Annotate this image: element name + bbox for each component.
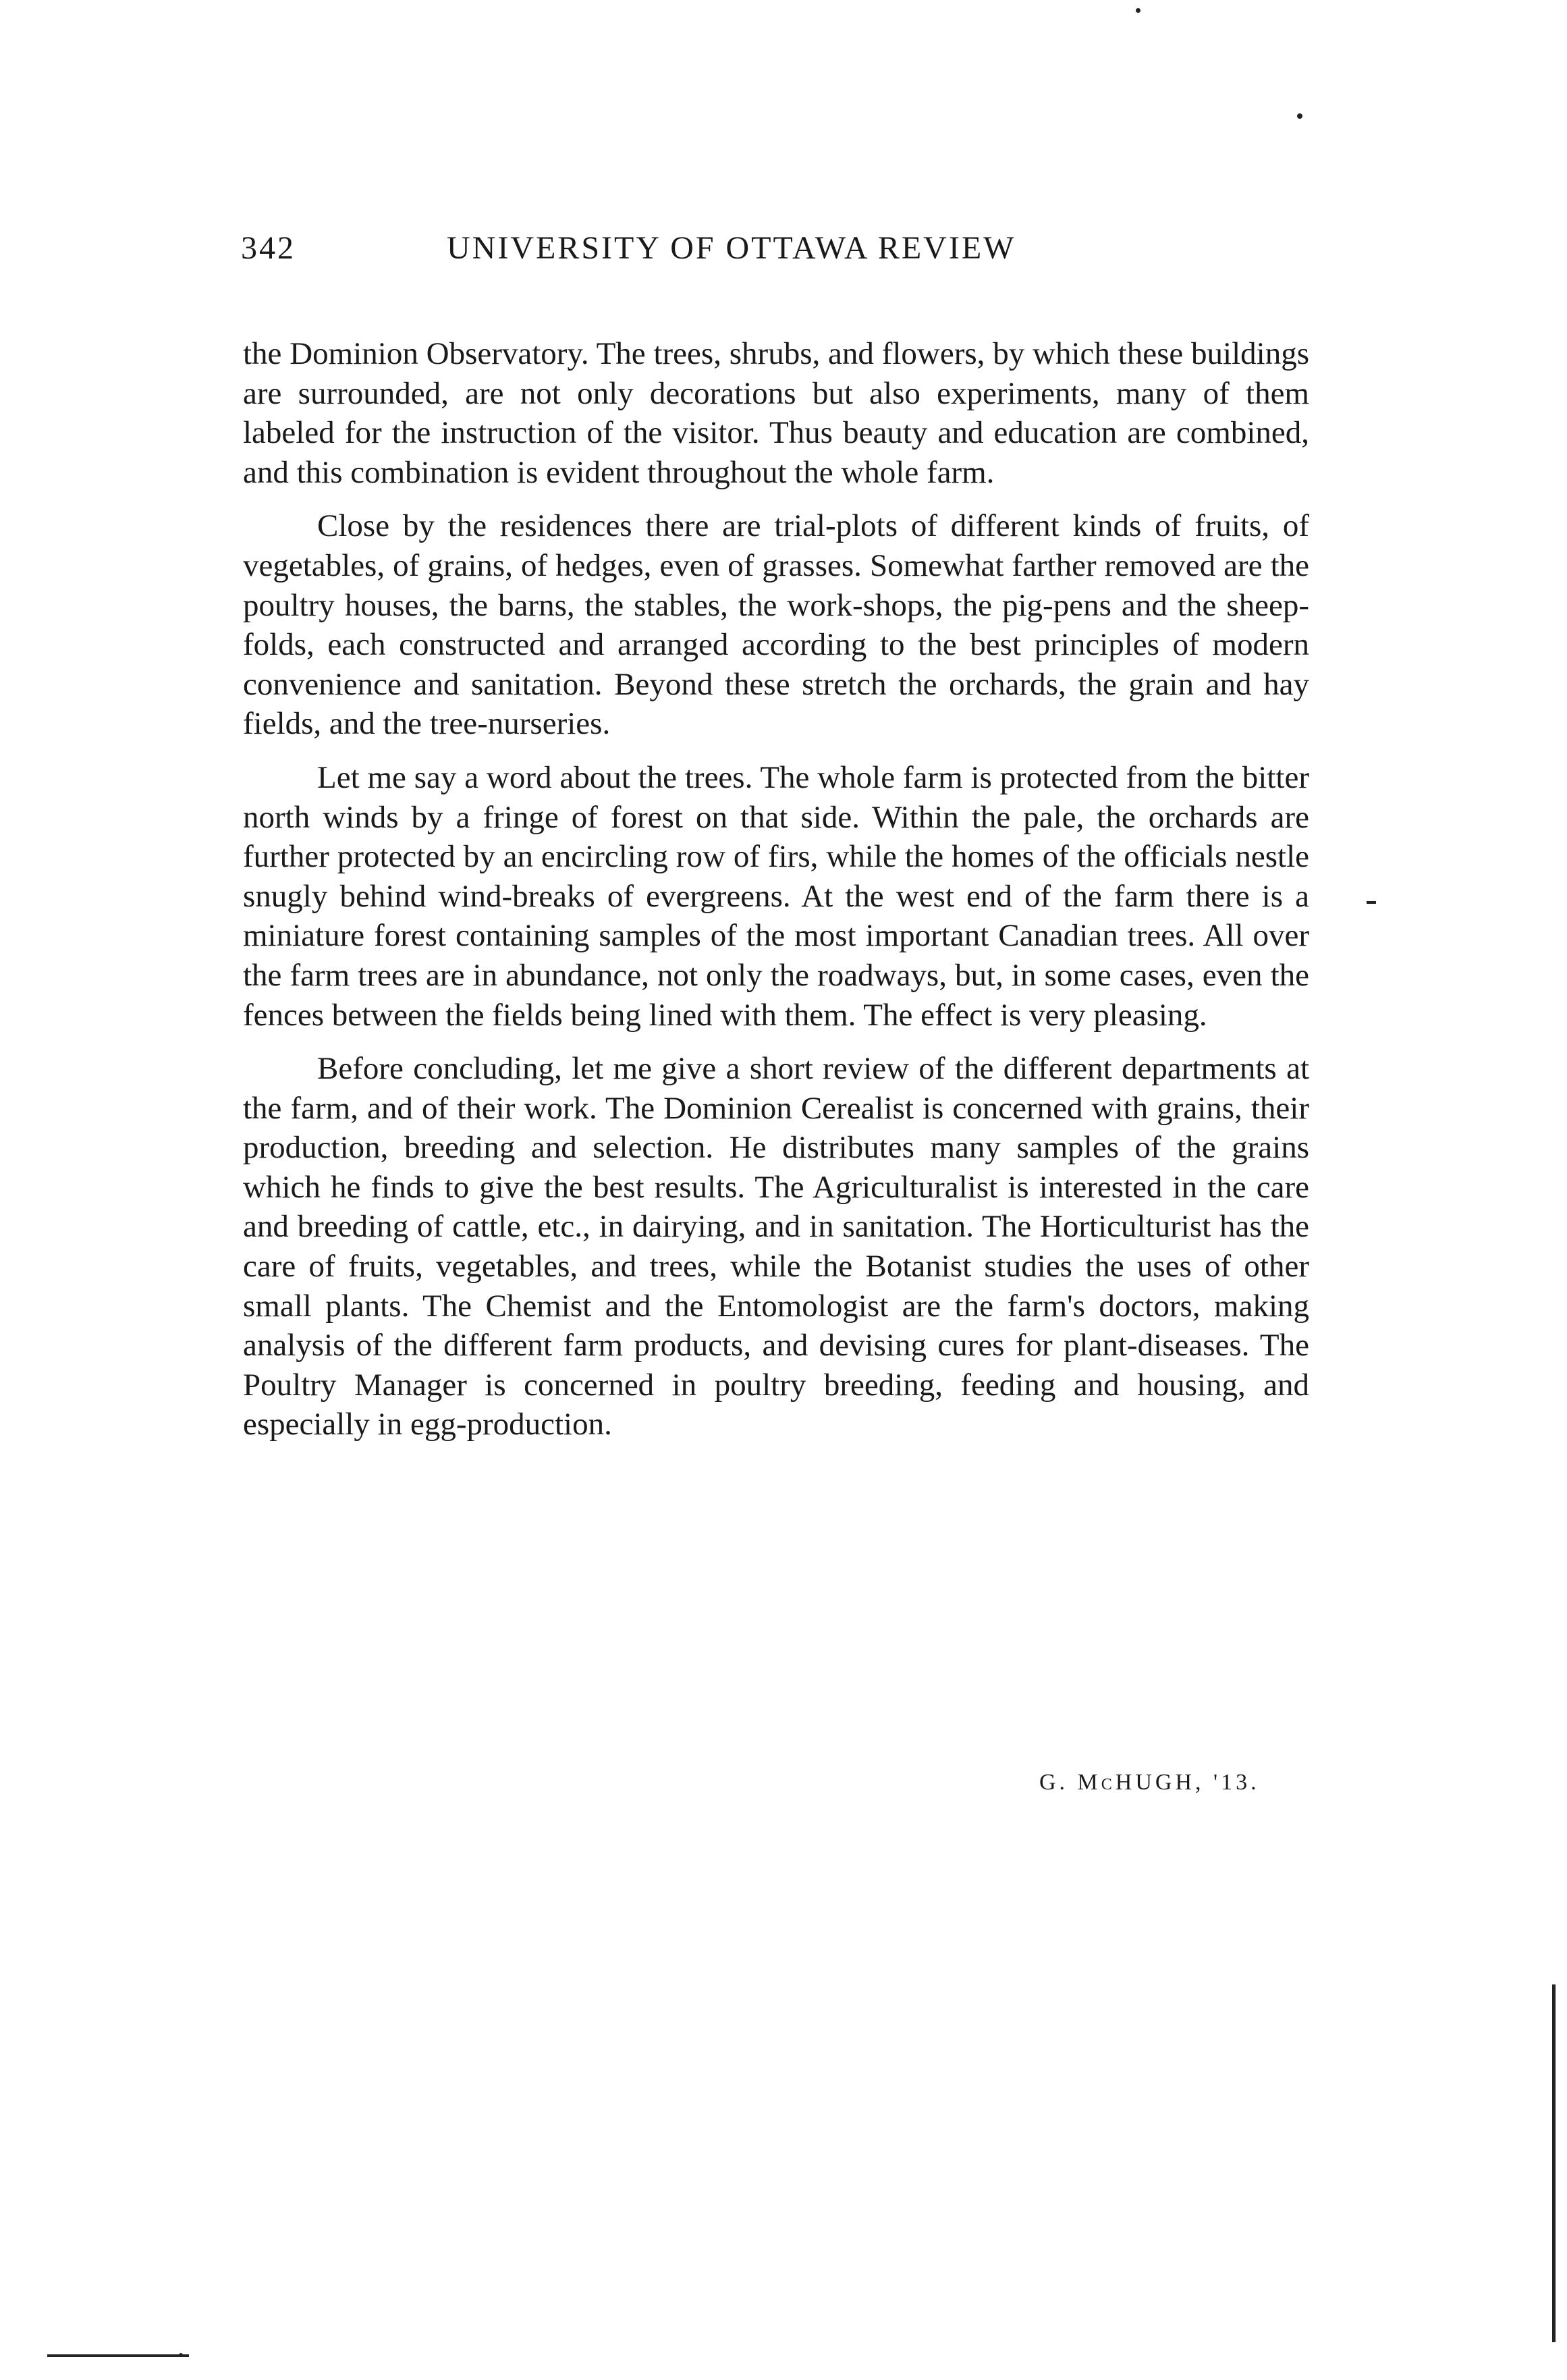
page-number: 342	[241, 230, 296, 266]
scan-speck	[1136, 8, 1140, 13]
paragraph-3: Let me say a word about the trees. The whole farm is protected from the bitter north winds by a fringe of forest on that side. Within the pale, the orchards are further protected by an encircling row of firs, while the homes of the officials nestle snugly behind wind-breaks of evergreens. At the west end of the farm there is a miniature forest containing samples of the most important Canadian trees. All over the farm trees are in abundance, not only the roadways, but, in some cases, even the fences between the fields being lined with them. The effect is very pleasing.	[243, 759, 1309, 1033]
running-head: UNIVERSITY OF OTTAWA REVIEW	[447, 230, 1016, 266]
author-signature: G. McHUGH, '13.	[1039, 1770, 1260, 1795]
paragraph-1: the Dominion Observatory. The trees, shrubs, and flowers, by which these buildings are surrounded, are not only decorations but also experiments, many of them labeled for the instruction of the visitor. Thus beauty and education are combined, and this combination is evident throughout the whole farm.	[243, 336, 1309, 490]
scan-edge-line	[1552, 1984, 1556, 2342]
article-body	[243, 334, 1309, 1459]
scan-speck	[1297, 113, 1302, 119]
paragraph-4: Before concluding, let me give a short review of the different departments at the farm, and of their work. The Dominion Cerealist is concerned with grains, their production, breeding and selection. He distributes many samples of the grains which he finds to give the best results. The Agriculturalist is interested in the care and breeding of cattle, etc., in dairying, and in sanitation. The Horticulturist has the care of fruits, vegetables, and trees, while the Botanist studies the uses of other small plants. The Chemist and the Entomologist are the farm's doctors, making analysis of the different farm products, and devising cures for plant-diseases. The Poultry Manager is concerned in poultry breeding, feeding and housing, and especially in egg-production.	[243, 1051, 1309, 1442]
page-header	[241, 229, 1314, 283]
paragraph-2: Close by the residences there are trial-plots of different kinds of fruits, of vegetables, of grains, of hedges, even of grasses. Somewhat farther removed are the poultry houses, the barns, the stables, the work-shops, the pig-pens and the sheep-folds, each constructed and arranged according to the best principles of modern convenience and sanitation. Beyond these stretch the orchards, the grain and hay fields, and the tree-nurseries.	[243, 508, 1309, 742]
scan-bottom-line	[47, 2354, 189, 2357]
scan-speck	[179, 2353, 183, 2357]
margin-dash	[1367, 901, 1376, 904]
